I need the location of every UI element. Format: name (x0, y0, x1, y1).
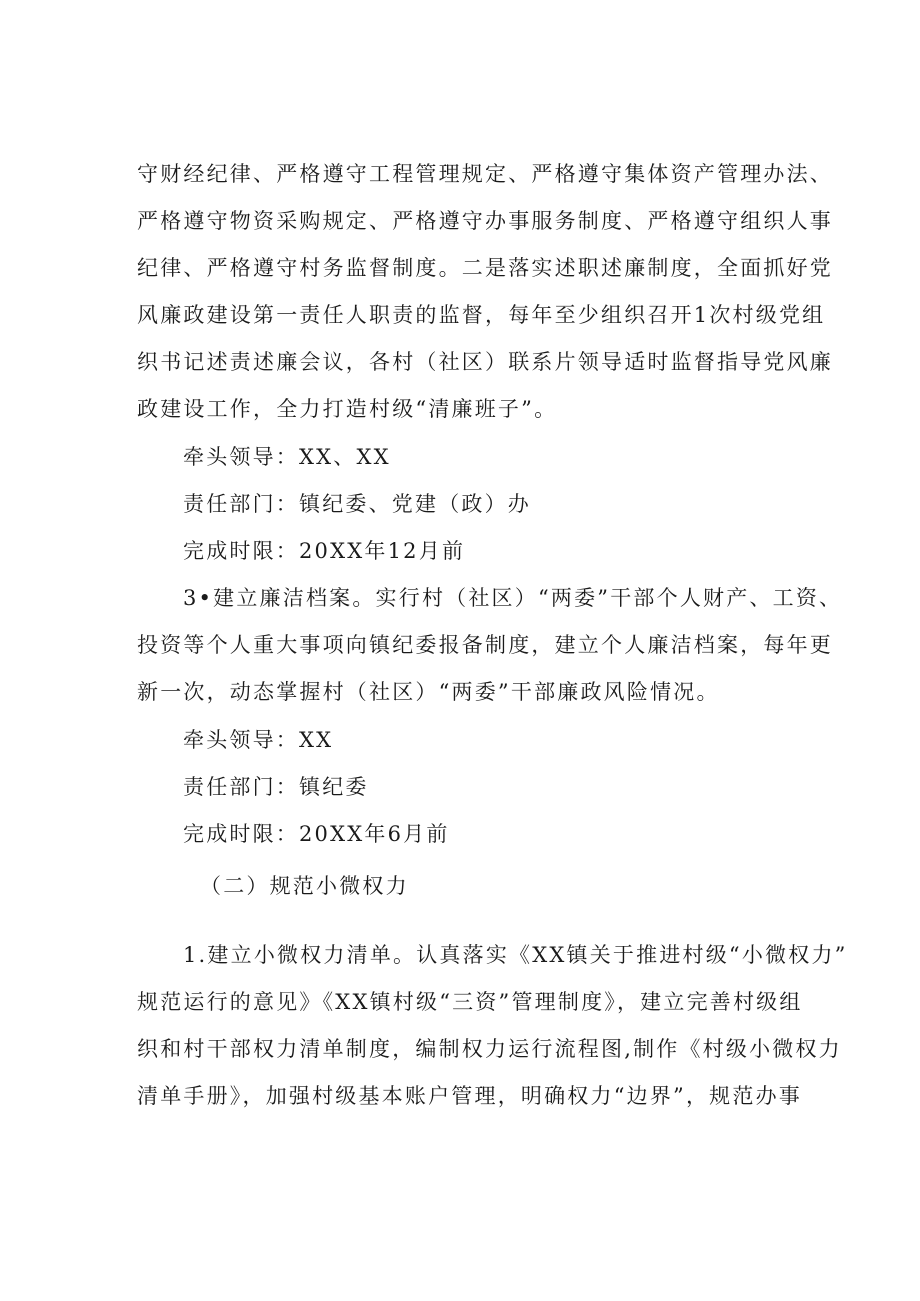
para1-line-6: 政建设工作，全力打造村级“清廉班子”。 (137, 397, 558, 421)
para1-line-4: 风廉政建设第一责任人职责的监督，每年至少组织召开1次村级党组 (137, 303, 826, 327)
item3-line-3: 新一次，动态掌握村（社区）“两委”干部廉政风险情况。 (137, 680, 720, 704)
meta1-deadline: 完成时限：20XX年12月前 (183, 539, 466, 563)
para1-line-1: 守财经纪律、严格遵守工程管理规定、严格遵守集体资产管理办法、 (137, 162, 833, 186)
meta2-lead: 牵头领导：XX (183, 728, 334, 752)
para1-line-5: 织书记述责述廉会议，各村（社区）联系片领导适时监督指导党风廉 (137, 350, 833, 374)
meta2-deadline: 完成时限：20XX年6月前 (183, 822, 450, 846)
meta1-lead: 牵头领导：XX、XX (183, 445, 391, 469)
para1-line-2: 严格遵守物资采购规定、严格遵守办事服务制度、严格遵守组织人事 (137, 209, 833, 233)
item1-line-4: 清单手册》，加强村级基本账户管理，明确权力“边界”，规范办事 (137, 1084, 802, 1108)
item1-line-1: 1.建立小微权力清单。认真落实《XX镇关于推进村级“小微权力” (183, 943, 848, 967)
item3-line-2: 投资等个人重大事项向镇纪委报备制度，建立个人廉洁档案，每年更 (137, 633, 833, 657)
meta1-dept: 责任部门：镇纪委、党建（政）办 (183, 492, 531, 516)
item1-line-2: 规范运行的意见》《XX镇村级“三资”管理制度》，建立完善村级组 (137, 990, 803, 1014)
section2-heading: （二）规范小微权力 (200, 874, 409, 898)
item3-line-1: 3•建立廉洁档案。实行村（社区）“两委”干部个人财产、工资、 (183, 586, 843, 610)
meta2-dept: 责任部门：镇纪委 (183, 775, 369, 799)
para1-line-3: 纪律、严格遵守村务监督制度。二是落实述职述廉制度，全面抓好党 (137, 256, 833, 280)
item1-line-3: 织和村干部权力清单制度，编制权力运行流程图,制作《村级小微权力 (137, 1037, 842, 1061)
